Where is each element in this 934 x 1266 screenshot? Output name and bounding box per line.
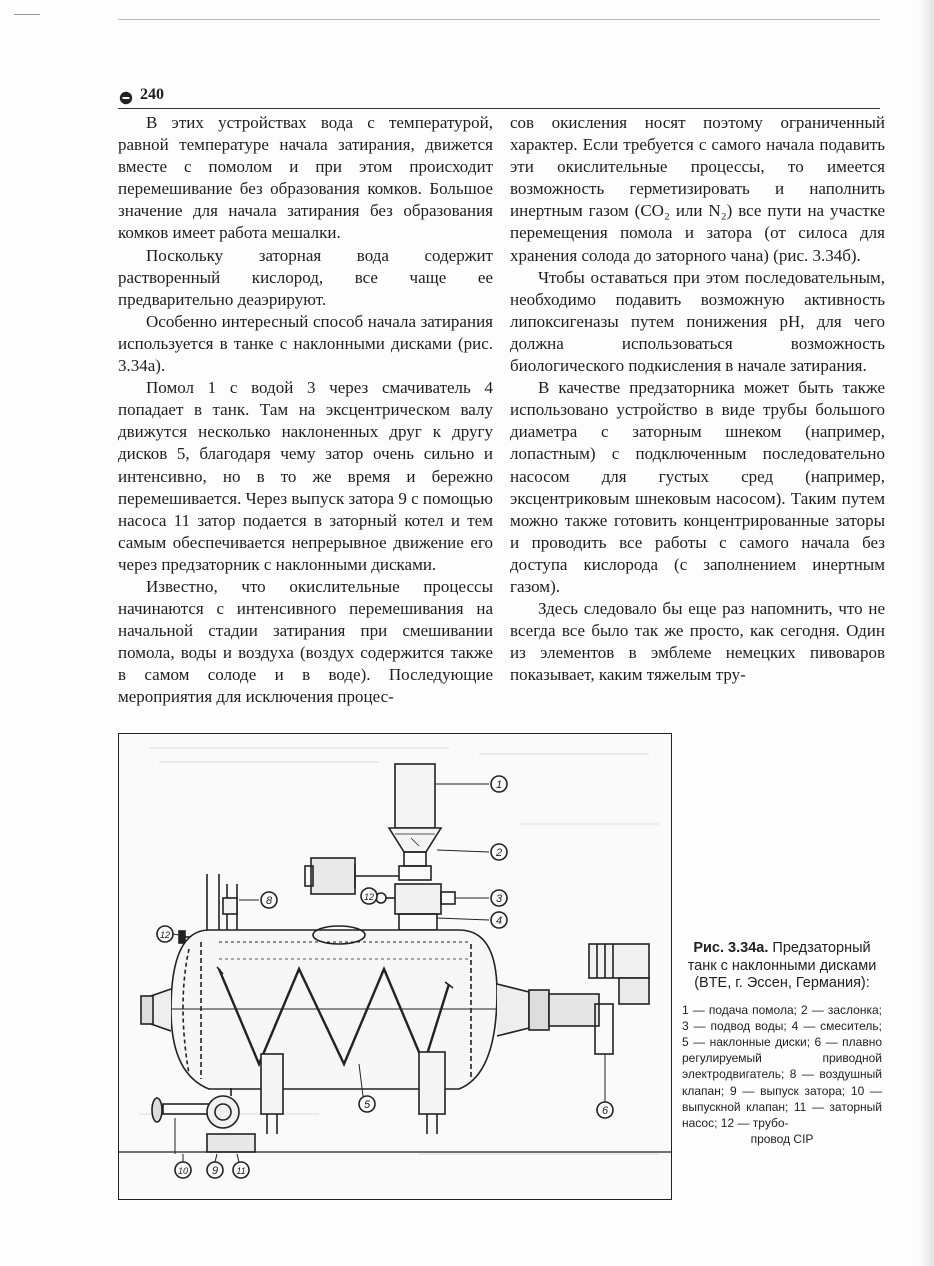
callout-8: 8 bbox=[265, 895, 273, 907]
page-marker-icon bbox=[119, 91, 133, 105]
callout-5: 5 bbox=[363, 1099, 371, 1111]
paragraph: Чтобы оставаться при этом последовательным, необходимо подавить возможную активность липоксигеназы путем понижения pH, для чего должна использоваться возможность биологического подкисления в начале затирания. bbox=[510, 267, 885, 376]
callout-11: 11 bbox=[236, 1166, 246, 1176]
callout-2: 2 bbox=[495, 847, 503, 859]
callout-4: 4 bbox=[495, 915, 503, 927]
figure-mashing-tank bbox=[118, 733, 672, 1200]
callout-9: 9 bbox=[211, 1165, 219, 1177]
paragraph: Известно, что окислительные процессы начинаются с интенсивного перемешивания на начальной стадии затирания при смешивании помола, воды и воздуха (воздух содержится также в самом солоде и в воде). Последующие мероприятия для исключения процес- bbox=[118, 576, 493, 707]
callout-1: 1 bbox=[495, 779, 503, 791]
callout-6: 6 bbox=[601, 1105, 609, 1117]
tank-body bbox=[171, 926, 497, 1089]
slide-valve-actuator bbox=[305, 858, 399, 894]
right-column bbox=[510, 112, 885, 686]
paragraph: Помол 1 с водой 3 через смачиватель 4 попадает в танк. Там на эксцентрическом валу движутся несколько наклоненных друг к другу дисков 5, благодаря чему затор очень сильно и интенсивно, но в то же время и бережно перемешивается. Через выпуск затора 9 с помощью насоса 11 затор подается в заторный котел и тем самым обеспечивается непрерывное движение его через предзаторник с наклонными дисками. bbox=[118, 378, 493, 574]
paragraph: В этих устройствах вода с температурой, равной температуре начала затирания, движется вместе с помолом и при этом происходит перемешивание без образования комков. Большое значение для начала затирания без образования комков имеет работа мешалки. bbox=[118, 113, 493, 243]
tank-diagram bbox=[119, 734, 671, 1199]
callout-12-left: 12 bbox=[159, 930, 171, 940]
paragraph: В качестве предзаторника может быть также использовано устройство в виде трубы большого диаметра с заторным шнеком (например, лопастным) с подключенным последовательно насосом для густых сред (например, эксцентриковым шнековым насосом). Таким путем можно также готовить концентрированные заторы и проводить все работы с самого начала без доступа кислорода (с заполнением инертным газом). bbox=[510, 378, 885, 596]
paragraph: Здесь следовало бы еще раз напомнить, что не всегда все было так же просто, как сегодня. Один из элементов в эмблеме немецких пивоваров показывает, каким тяжелым тру- bbox=[510, 599, 885, 685]
feed-hopper bbox=[389, 764, 441, 880]
drive-motor bbox=[549, 944, 649, 1094]
figure-caption bbox=[682, 940, 882, 1147]
outlet-and-pump bbox=[119, 1088, 671, 1154]
caption-title-text: Предзаторный танк с наклонными дисками (BTE, г. Эссен, Германия): bbox=[687, 940, 877, 991]
paragraph: Особенно интересный способ начала затирания используется в танке с наклонными дисками (рис. 3.34а). bbox=[118, 311, 493, 376]
paragraph: Поскольку заторная вода содержит растворенный кислород, все чаще ее предварительно деаэрируют. bbox=[118, 245, 493, 309]
mixer bbox=[376, 884, 455, 930]
left-column bbox=[118, 112, 493, 709]
callout-12-top: 12 bbox=[363, 892, 375, 902]
caption-label: Рис. 3.34а. bbox=[693, 940, 769, 956]
paragraph-continuation: сов окисления носят поэтому ограниченный характер. Если требуется с самого начала подавить эти окислительные процессы, то имеется возможность герметизировать и наполнить инертным газом (CO₂ или N₂) все пути на участке перемещения помола и затора (от силоса для хранения солода до заторного чана) (рис. 3.34б). bbox=[510, 113, 885, 265]
scan-top-rule bbox=[118, 19, 880, 20]
caption-legend-end: провод CIP bbox=[750, 1132, 814, 1147]
caption-title bbox=[682, 940, 882, 993]
callout-10: 10 bbox=[177, 1166, 189, 1176]
page-header bbox=[118, 86, 880, 109]
callout-3: 3 bbox=[495, 893, 503, 905]
air-valve-pipes bbox=[207, 874, 237, 934]
page-number: 240 bbox=[140, 86, 164, 103]
scan-edge-mark bbox=[14, 14, 40, 15]
scan-margin-shadow bbox=[918, 0, 934, 1266]
caption-legend: 1 — подача помола; 2 — заслонка; 3 — подвод воды; 4 — смеситель; 5 — наклонные диски; 6 — плавно регулируемый приводной электродвигатель; 8 — воздушный клапан; 9 — выпуск затора; 10 — выпускной клапан; 11 — заторный насос; 12 — трубо- bbox=[682, 1002, 882, 1130]
